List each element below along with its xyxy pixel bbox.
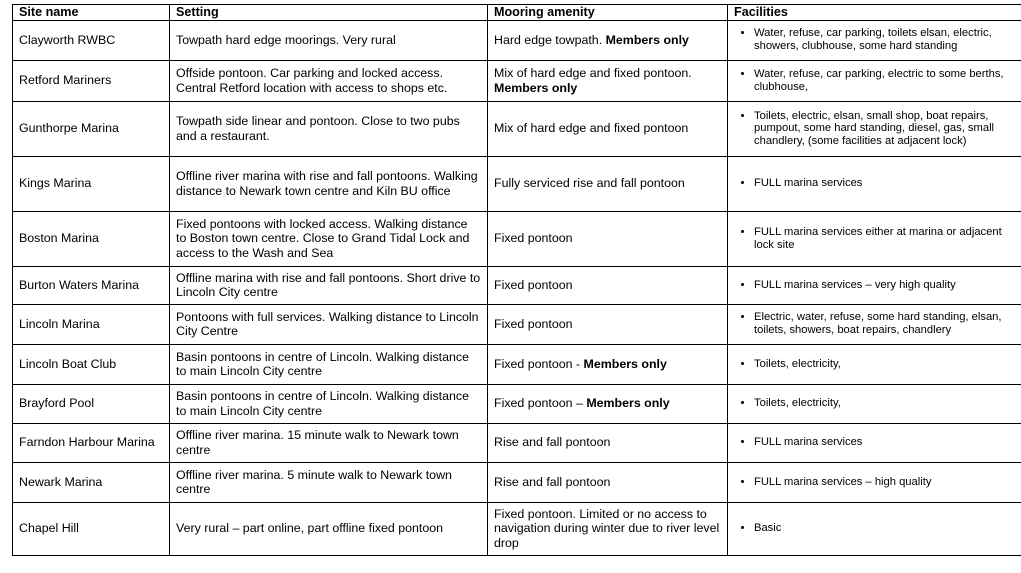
site-name-cell: Lincoln Marina [13, 304, 170, 344]
facilities-cell [728, 502, 1021, 555]
table-row [13, 304, 1021, 344]
site-name-cell: Retford Mariners [13, 60, 170, 101]
mooring-cell: Fixed pontoon [488, 304, 728, 344]
setting-cell: Towpath side linear and pontoon. Close to two pubs and a restaurant. [170, 101, 488, 156]
site-name-cell: Gunthorpe Marina [13, 101, 170, 156]
mooring-cell: Fixed pontoon – Members only [488, 384, 728, 423]
facilities-item: • Water, refuse, car parking, toilets elsan, electric, showers, clubhouse, some hard standing [754, 27, 1021, 52]
table-row [13, 423, 1021, 462]
setting-cell: Basin pontoons in centre of Lincoln. Walking distance to main Lincoln City centre [170, 384, 488, 423]
moorings-table [12, 4, 1021, 556]
table-row [13, 502, 1021, 555]
facilities-cell [728, 60, 1021, 101]
facilities-cell [728, 211, 1021, 266]
mooring-cell: Rise and fall pontoon [488, 423, 728, 462]
mooring-cell: Fixed pontoon. Limited or no access to navigation during winter due to river level drop [488, 502, 728, 555]
facilities-item: • Electric, water, refuse, some hard standing, elsan, toilets, showers, boat repairs, chandlery [754, 311, 1021, 336]
site-name-cell: Kings Marina [13, 156, 170, 211]
mooring-cell: Fixed pontoon - Members only [488, 344, 728, 384]
site-name-cell: Farndon Harbour Marina [13, 423, 170, 462]
table-row [13, 101, 1021, 156]
facilities-cell [728, 101, 1021, 156]
setting-cell: Basin pontoons in centre of Lincoln. Walking distance to main Lincoln City centre [170, 344, 488, 384]
facilities-cell [728, 423, 1021, 462]
table-row [13, 384, 1021, 423]
facilities-cell [728, 156, 1021, 211]
setting-cell: Very rural – part online, part offline fixed pontoon [170, 502, 488, 555]
site-name-cell: Boston Marina [13, 211, 170, 266]
header-setting: Setting [170, 5, 488, 21]
mooring-cell: Mix of hard edge and fixed pontoon [488, 101, 728, 156]
members-only-label: Members only [494, 80, 578, 95]
setting-cell: Towpath hard edge moorings. Very rural [170, 20, 488, 60]
table-row [13, 20, 1021, 60]
members-only-label: Members only [586, 396, 670, 411]
facilities-cell [728, 20, 1021, 60]
table-row [13, 60, 1021, 101]
facilities-cell [728, 304, 1021, 344]
facilities-cell [728, 384, 1021, 423]
members-only-label: Members only [605, 32, 689, 47]
header-facilities: Facilities [728, 5, 1021, 21]
facilities-cell [728, 462, 1021, 502]
facilities-item: • FULL marina services either at marina or adjacent lock site [754, 226, 1021, 251]
site-name-cell: Lincoln Boat Club [13, 344, 170, 384]
members-only-label: Members only [583, 356, 667, 371]
mooring-cell: Fully serviced rise and fall pontoon [488, 156, 728, 211]
site-name-cell: Burton Waters Marina [13, 266, 170, 304]
facilities-cell [728, 266, 1021, 304]
header-mooring-amenity: Mooring amenity [488, 5, 728, 21]
setting-cell: Offline river marina. 15 minute walk to Newark town centre [170, 423, 488, 462]
table-row [13, 462, 1021, 502]
facilities-item: • FULL marina services [754, 177, 1021, 190]
mooring-cell: Mix of hard edge and fixed pontoon. Members only [488, 60, 728, 101]
mooring-cell: Rise and fall pontoon [488, 462, 728, 502]
mooring-cell: Hard edge towpath. Members only [488, 20, 728, 60]
setting-cell: Offline river marina. 5 minute walk to Newark town centre [170, 462, 488, 502]
mooring-cell: Fixed pontoon [488, 211, 728, 266]
table-row [13, 344, 1021, 384]
site-name-cell: Newark Marina [13, 462, 170, 502]
mooring-cell: Fixed pontoon [488, 266, 728, 304]
site-name-cell: Clayworth RWBC [13, 20, 170, 60]
table-row [13, 266, 1021, 304]
setting-cell: Offline marina with rise and fall pontoons. Short drive to Lincoln City centre [170, 266, 488, 304]
site-name-cell: Chapel Hill [13, 502, 170, 555]
facilities-item: • Toilets, electricity, [754, 397, 1021, 410]
header-row [13, 5, 1021, 21]
setting-cell: Offside pontoon. Car parking and locked access. Central Retford location with access to shops etc. [170, 60, 488, 101]
setting-cell: Pontoons with full services. Walking distance to Lincoln City Centre [170, 304, 488, 344]
setting-cell: Fixed pontoons with locked access. Walking distance to Boston town centre. Close to Grand Tidal Lock and access to the Wash and Sea [170, 211, 488, 266]
facilities-item: • FULL marina services – very high quality [754, 279, 1021, 292]
header-site-name: Site name [13, 5, 170, 21]
facilities-item: • Basic [754, 522, 1021, 535]
table-row [13, 211, 1021, 266]
site-name-cell: Brayford Pool [13, 384, 170, 423]
facilities-item: • Toilets, electric, elsan, small shop, boat repairs, pumpout, some hard standing, diesel, gas, small chandlery, (some facilities at adjacent lock) [754, 110, 1021, 148]
facilities-item: • FULL marina services [754, 436, 1021, 449]
setting-cell: Offline river marina with rise and fall pontoons. Walking distance to Newark town centre and Kiln BU office [170, 156, 488, 211]
facilities-item: • Toilets, electricity, [754, 358, 1021, 371]
facilities-cell [728, 344, 1021, 384]
facilities-item: • FULL marina services – high quality [754, 476, 1021, 489]
table-row [13, 156, 1021, 211]
facilities-item: • Water, refuse, car parking, electric to some berths, clubhouse, [754, 68, 1021, 93]
